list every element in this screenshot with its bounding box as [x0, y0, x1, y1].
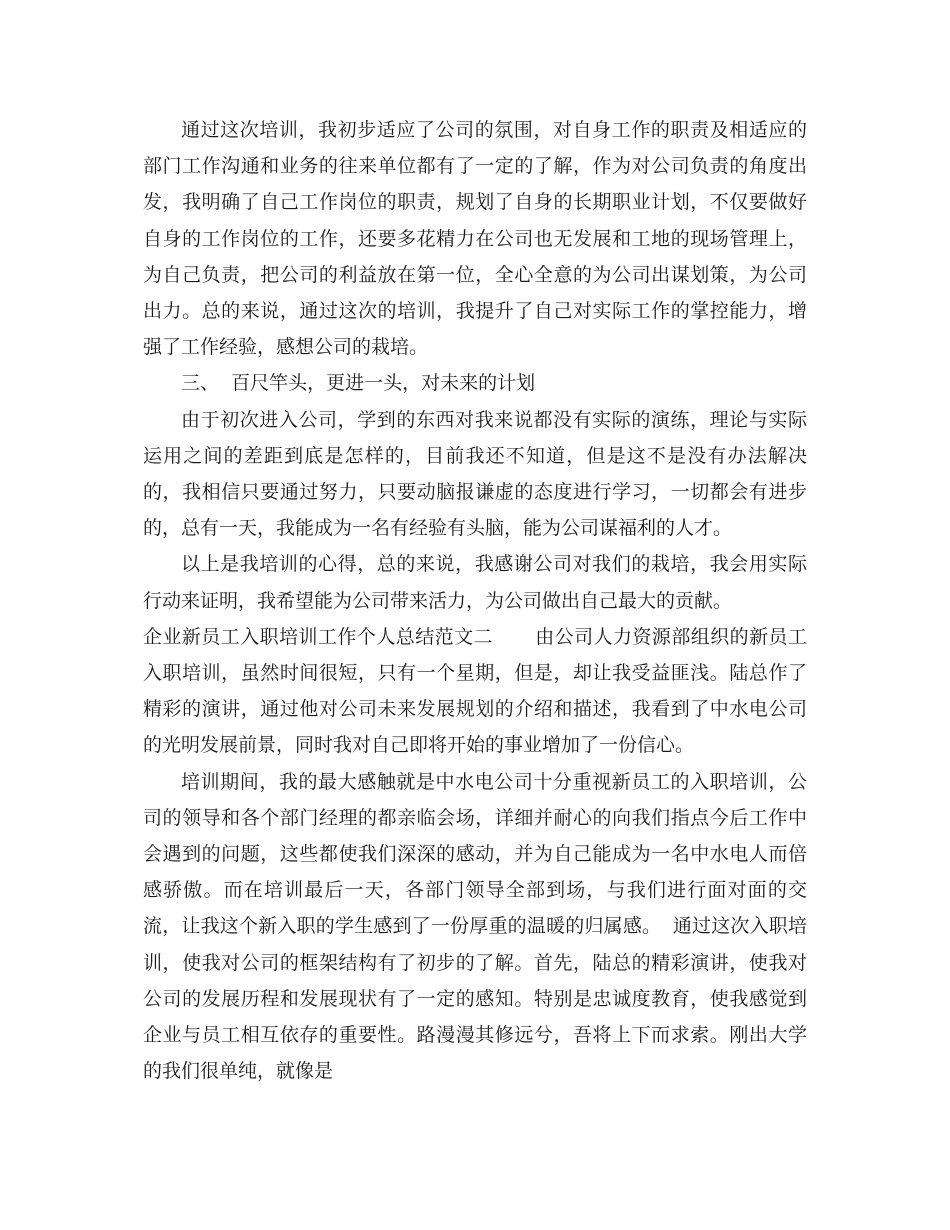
impressions-part-two: 通过这次入职培训，使我对公司的框架结构有了初步的了解。首先，陆总的精彩演讲，使我对公司的发展历程和发展现状有了一定的感知。特别是忠诚度教育，使我感觉到企业与员工相互依存的重要性。路漫漫其修远兮，吾将上下而求索。刚出大学的我们很单纯，就像是	[143, 915, 807, 1083]
paragraph-gratitude: 以上是我培训的心得，总的来说，我感谢公司对我们的栽培，我会用实际行动来证明，我希望能为公司带来活力，为公司做出自己最大的贡献。	[143, 553, 807, 612]
paragraph-training-impressions	[143, 764, 807, 1090]
paragraph-training-reflection: 通过这次培训，我初步适应了公司的氛围，对自身工作的职责及相适应的部门工作沟通和业务的往来单位都有了一定的了解，作为对公司负责的角度出发，我明确了自己工作岗位的职责，规划了自身的长期职业计划，不仅要做好自身的工作岗位的工作，还要多花精力在公司也无发展和工地的现场管理上，为自己负责，把公司的利益放在第一位，全心全意的为公司出谋划策，为公司出力。总的来说，通过这次的培训，我提升了自己对实际工作的掌控能力，增强了工作经验，感想公司的栽培。	[143, 119, 807, 359]
section-heading-future-plan: 三、 百尺竿头，更进一头，对未来的计划	[181, 372, 536, 395]
document-body	[143, 112, 807, 1089]
paragraph-article-two-intro	[143, 619, 807, 764]
paragraph-future-plan: 由于初次进入公司，学到的东西对我来说都没有实际的演练，理论与实际运用之间的差距到底是怎样的，目前我还不知道，但是这不是没有办法解决的，我相信只要通过努力，只要动脑报谦虚的态度进行学习，一切都会有进步的，总有一天，我能成为一名有经验有头脑，能为公司谋福利的人才。	[143, 408, 807, 540]
article-two-title: 企业新员工入职培训工作个人总结范文二	[143, 625, 493, 648]
impressions-part-one: 培训期间，我的最大感触就是中水电公司十分重视新员工的入职培训，公司的领导和各个部门经理的都亲临会场，详细并耐心的向我们指点今后工作中会遇到的问题，这些都使我们深深的感动，并为自己能成为一名中水电人而倍感骄傲。而在培训最后一天，各部门领导全部到场，与我们进行面对面的交流，让我这个新入职的学生感到了一份厚重的温暖的归属感。	[143, 770, 807, 938]
article-two-first-paragraph: 由公司人力资源部组织的新员工入职培训，虽然时间很短，只有一个星期，但是，却让我受益匪浅。陆总作了精彩的演讲，通过他对公司未来发展规划的介绍和描述，我看到了中水电公司的光明发展前景，同时我对自己即将开始的事业增加了一份信心。	[143, 625, 807, 757]
